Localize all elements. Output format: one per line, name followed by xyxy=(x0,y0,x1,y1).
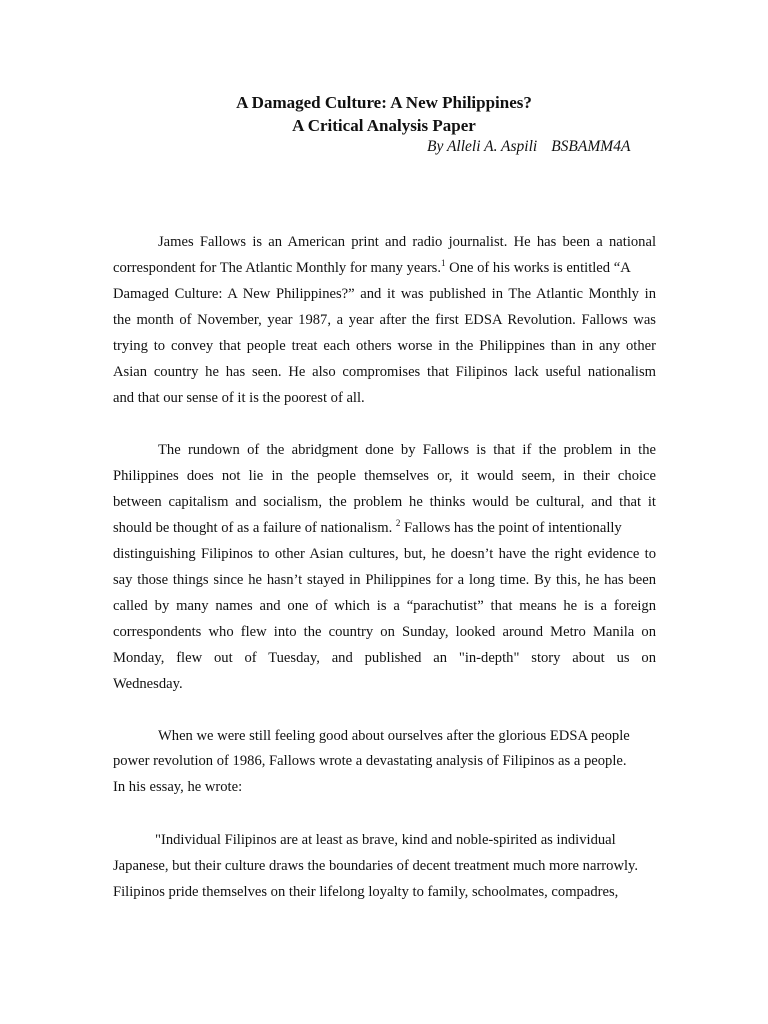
paragraph-1-line-2 xyxy=(113,258,656,278)
paragraph-3-line-1: When we were still feeling good about ourselves after the glorious EDSA people xyxy=(158,728,630,744)
byline-course: BSBAMM4A xyxy=(551,138,631,155)
footnote-marker-1: 1 xyxy=(441,258,446,268)
paragraph-2-line-4-text: should be thought of as a failure of nationalism. xyxy=(113,520,396,536)
paragraph-1-line-3: Damaged Culture: A New Philippines?” and it was published in The Atlantic Monthly in xyxy=(113,286,656,302)
quote-line-2: Japanese, but their culture draws the boundaries of decent treatment much more narrowly. xyxy=(113,858,639,874)
quote-line-1: "Individual Filipinos are at least as brave, kind and noble-spirited as individual xyxy=(155,832,616,848)
paragraph-3-line-3: In his essay, he wrote: xyxy=(113,779,243,795)
paragraph-1-line-6: Asian country he has seen. He also compromises that Filipinos lack useful nationalism xyxy=(113,364,656,380)
document-title: A Damaged Culture: A New Philippines? xyxy=(236,93,532,112)
paragraph-2-line-10: Wednesday. xyxy=(113,676,183,692)
paragraph-2-line-9: Monday, flew out of Tuesday, and published an "in-depth" story about us on xyxy=(113,650,656,666)
paragraph-2-line-4 xyxy=(113,518,656,538)
paragraph-2-line-5: distinguishing Filipinos to other Asian cultures, but, he doesn’t have the right evidence to xyxy=(113,546,656,562)
paragraph-2-line-2: Philippines does not lie in the people themselves or, it would seem, in their choice xyxy=(113,468,656,484)
paragraph-1-line-4: the month of November, year 1987, a year after the first EDSA Revolution. Fallows was xyxy=(113,312,656,328)
byline-author: By Alleli A. Aspili xyxy=(427,138,538,155)
paragraph-2-line-6: say those things since he hasn’t stayed in Philippines for a long time. By this, he has been xyxy=(113,572,656,588)
paragraph-1-line-5: trying to convey that people treat each others worse in the Philippines than in any other xyxy=(113,338,656,354)
paragraph-1-line-7: and that our sense of it is the poorest of all. xyxy=(113,390,365,406)
paragraph-2-line-3: between capitalism and socialism, the problem he thinks would be cultural, and that it xyxy=(113,494,656,510)
paragraph-2-line-4-text-continued: Fallows has the point of intentionally xyxy=(400,520,622,536)
paragraph-1-line-2-text: correspondent for The Atlantic Monthly for many years. xyxy=(113,260,442,276)
byline xyxy=(427,137,630,157)
paragraph-1-line-2-text-continued: One of his works is entitled “A xyxy=(445,260,631,276)
footnote-marker-2: 2 xyxy=(395,518,401,528)
paragraph-3-line-2: power revolution of 1986, Fallows wrote a devastating analysis of Filipinos as a people. xyxy=(113,753,627,769)
quote-line-3: Filipinos pride themselves on their lifelong loyalty to family, schoolmates, compadres, xyxy=(113,884,619,900)
document-subtitle: A Critical Analysis Paper xyxy=(292,116,476,135)
paragraph-2-line-1: The rundown of the abridgment done by Fallows is that if the problem in the xyxy=(158,442,656,458)
paragraph-2-line-7: called by many names and one of which is a “parachutist” that means he is a foreign xyxy=(113,598,656,614)
paragraph-2-line-8: correspondents who flew into the country on Sunday, looked around Metro Manila on xyxy=(113,624,656,640)
paragraph-1-line-1: James Fallows is an American print and radio journalist. He has been a national xyxy=(158,234,656,250)
